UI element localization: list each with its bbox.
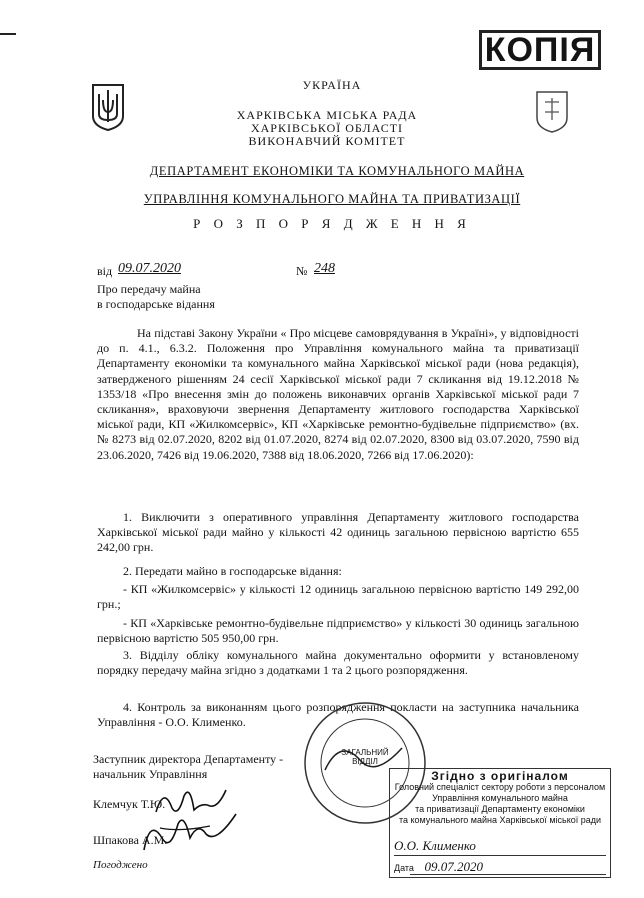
certification-line-2: Управління комунального майна <box>432 793 568 803</box>
paragraph-2-item-1: - КП «Жилкомсервіс» у кількості 12 одиниць загальною первісною вартістю 149 292,00 грн.; <box>97 582 579 612</box>
paragraph-1: 1. Виключити з оперативного управління Департаменту житлового господарства Харківської міської ради майно у кількості 42 одиниць загальною первісною вартістю 655 242,00 грн. <box>97 510 579 555</box>
paragraph-3: 3. Відділу обліку комунального майна документально оформити у встановленому порядку передачу майна згідно з додатками 1 та 2 цього розпорядження. <box>97 648 579 678</box>
paragraph-preamble: На підставі Закону України « Про місцеве самоврядування в Україні», у відповідності до п. 4.1., 6.3.2. Положення про Управління комунального майна та приватизації Департаменту економіки та комунального майна Харківської міської ради (нова редакція), затвердженого рішенням 24 сесії Харківської міської ради 7 скликання від 19.12.2018 № 1353/18 «Про внесення змін до положень виконавчих органів Харківської міської ради 7 скликання», враховуючи звернення Департаменту житлового господарства Харківської міської ради, КП «Жилкомсервіс», КП «Харківське ремонтно-будівельне підприємство» (вх. № 8273 від 02.07.2020, 8202 від 01.07.2020, 8274 від 02.07.2020, 8300 від 03.07.2020, 7590 від 23.06.2020, 7426 від 19.06.2020, 7388 від 18.06.2020, 7266 від 17.06.2020): <box>97 326 579 462</box>
header-department: ДЕПАРТАМЕНТ ЕКОНОМІКИ ТА КОМУНАЛЬНОГО МАЙНА <box>149 164 525 178</box>
header-committee: ВИКОНАВЧИЙ КОМІТЕТ <box>248 134 406 148</box>
header-directorate: УПРАВЛІННЯ КОМУНАЛЬНОГО МАЙНА ТА ПРИВАТИЗАЦІЇ <box>143 192 521 206</box>
certification-stamp <box>389 768 611 878</box>
paragraph-4: 4. Контроль за виконанням цього розпорядження покласти на заступника начальника Управління - О.О. Клименко. <box>97 700 579 730</box>
header-country: УКРАЇНА <box>302 78 362 92</box>
certification-line-3: та приватизації Департаменту економіки <box>415 804 585 814</box>
certification-line-1: Головний спеціаліст сектору роботи з персоналом <box>394 782 606 792</box>
header-council: ХАРКІВСЬКА МІСЬКА РАДА <box>236 108 418 122</box>
scan-edge-mark <box>0 33 16 35</box>
subject-line-2: в господарське відання <box>97 297 215 311</box>
paragraph-2-item-2: - КП «Харківське ремонтно-будівельне підприємство» у кількості 30 одиниць загальною первісною вартістю 505 950,00 грн. <box>97 616 579 646</box>
clerk-name-2: Шпакова А.М. <box>93 833 168 847</box>
signatory-title-line-2: начальник Управління <box>93 767 208 781</box>
date-value: 09.07.2020 <box>118 261 181 276</box>
date-label: від <box>97 264 113 278</box>
certification-line-4: та комунального майна Харківської міської ради <box>398 815 602 825</box>
certification-date-value: 09.07.2020 <box>424 859 483 874</box>
copy-stamp: КОПІЯ <box>479 30 601 70</box>
subject-line-1: Про передачу майна <box>97 282 201 296</box>
round-seal-text: ЗАГАЛЬНИЙ ВІДДІЛ <box>341 748 389 766</box>
clerk-name-3: Погоджено <box>93 859 148 871</box>
header-oblast: ХАРКІВСЬКОЇ ОБЛАСТІ <box>250 121 404 135</box>
certification-date-label: Дата <box>394 863 414 873</box>
certification-name: О.О. Клименко <box>394 838 476 853</box>
number-label: № <box>296 264 308 278</box>
paragraph-2: 2. Передати майно в господарське відання: <box>123 564 342 578</box>
clerk-name-1: Клемчук Т.Ю. <box>93 797 166 811</box>
document-type: Р О З П О Р Я Д Ж Е Н Н Я <box>193 216 471 231</box>
certification-title: Згідно з оригіналом <box>431 769 569 783</box>
number-value: 248 <box>314 261 335 276</box>
signatory-title-line-1: Заступник директора Департаменту - <box>93 752 284 766</box>
